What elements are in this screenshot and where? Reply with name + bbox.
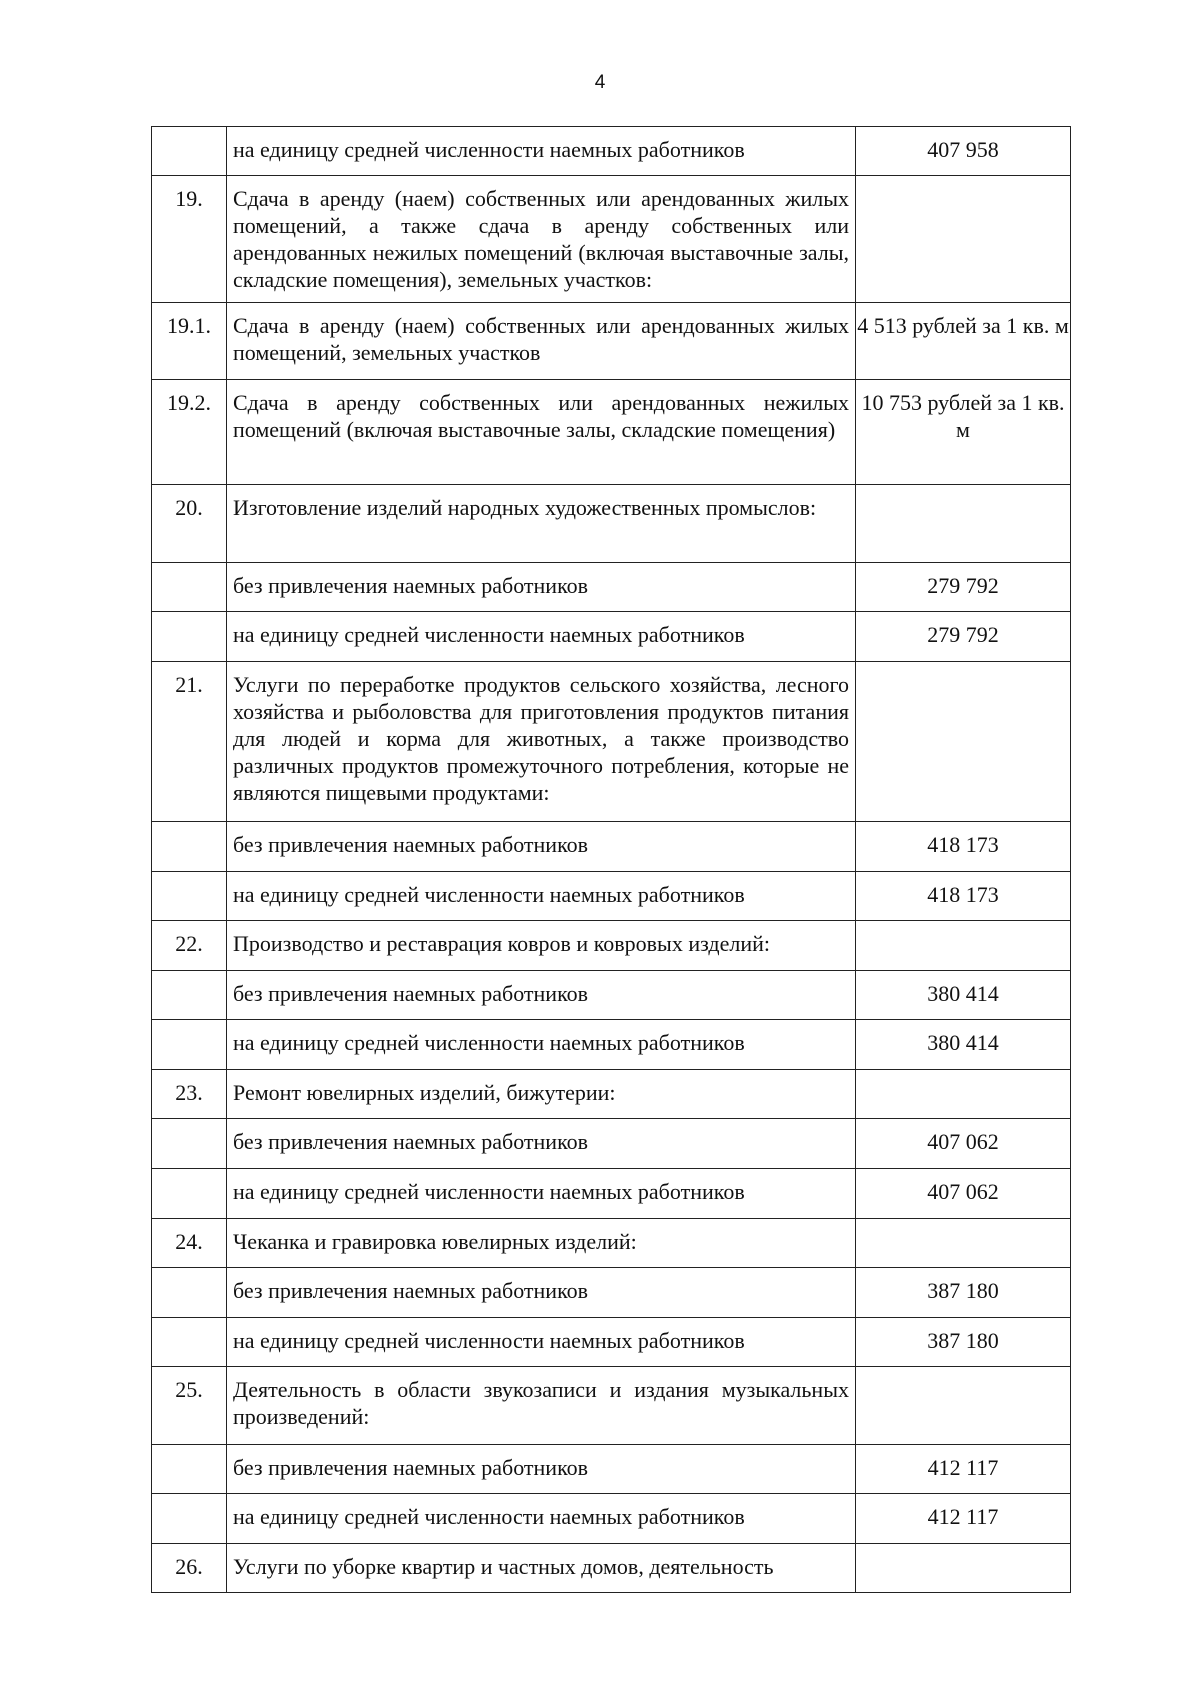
row-number: 19.2. <box>167 390 211 415</box>
row-description: без привлечения наемных работников <box>233 1129 589 1154</box>
row-value-cell <box>856 872 1071 921</box>
table-row <box>152 380 1071 485</box>
row-number-cell <box>152 1445 227 1494</box>
row-value: 412 117 <box>927 1504 999 1529</box>
row-description: на единицу средней численности наемных работников <box>233 622 745 647</box>
row-description-cell <box>227 1219 856 1268</box>
row-description: на единицу средней численности наемных работников <box>233 1504 745 1529</box>
row-number <box>152 971 226 980</box>
row-number-cell <box>152 1119 227 1169</box>
page-number: 4 <box>594 72 606 93</box>
row-description: Сдача в аренду (наем) собственных или арендованных жилых помещений, земельных участков <box>233 313 849 365</box>
row-description-cell <box>227 176 856 303</box>
table-row <box>152 1445 1071 1494</box>
row-description-cell <box>227 127 856 176</box>
row-number-cell <box>152 1070 227 1119</box>
row-number <box>152 822 226 831</box>
row-description: без привлечения наемных работников <box>233 573 589 598</box>
row-description: на единицу средней численности наемных работников <box>233 1030 745 1055</box>
table-row <box>152 176 1071 303</box>
table-row <box>152 1318 1071 1367</box>
row-number: 19.1. <box>167 313 211 338</box>
table-row <box>152 1494 1071 1544</box>
row-value-cell <box>856 1544 1071 1593</box>
row-description-cell <box>227 485 856 563</box>
row-description: без привлечения наемных работников <box>233 832 589 857</box>
row-value-cell <box>856 1219 1071 1268</box>
row-number-cell <box>152 921 227 971</box>
row-description-cell <box>227 380 856 485</box>
row-description-cell <box>227 1494 856 1544</box>
row-description: Ремонт ювелирных изделий, бижутерии: <box>233 1080 616 1105</box>
row-value: 380 414 <box>927 1030 999 1055</box>
table-row <box>152 1169 1071 1219</box>
row-value-cell <box>856 380 1071 485</box>
row-number-cell <box>152 485 227 563</box>
row-value-cell <box>856 303 1071 380</box>
row-description-cell <box>227 971 856 1020</box>
row-description: без привлечения наемных работников <box>233 981 589 1006</box>
row-number: 19. <box>175 186 203 211</box>
table-row <box>152 1070 1071 1119</box>
row-number-cell <box>152 176 227 303</box>
row-value <box>856 662 1070 671</box>
table-row <box>152 1020 1071 1070</box>
row-value-cell <box>856 1445 1071 1494</box>
table-row <box>152 822 1071 872</box>
row-value: 387 180 <box>927 1328 999 1353</box>
row-description: без привлечения наемных работников <box>233 1278 589 1303</box>
row-value <box>856 485 1070 494</box>
row-description-cell <box>227 872 856 921</box>
row-value: 407 062 <box>927 1179 999 1204</box>
row-value-cell <box>856 662 1071 822</box>
row-value <box>856 176 1070 185</box>
row-number-cell <box>152 822 227 872</box>
row-number-cell <box>152 612 227 662</box>
row-description: Услуги по уборке квартир и частных домов, деятельность <box>233 1554 774 1579</box>
table-row <box>152 971 1071 1020</box>
row-value <box>856 1367 1070 1376</box>
row-number: 21. <box>175 672 203 697</box>
table-row <box>152 563 1071 612</box>
row-description-cell <box>227 1318 856 1367</box>
row-value: 279 792 <box>927 622 999 647</box>
row-description-cell <box>227 1020 856 1070</box>
table-row <box>152 485 1071 563</box>
row-description: на единицу средней численности наемных работников <box>233 137 745 162</box>
row-value: 407 062 <box>927 1129 999 1154</box>
row-description: на единицу средней численности наемных работников <box>233 882 745 907</box>
row-description: на единицу средней численности наемных работников <box>233 1179 745 1204</box>
row-value <box>856 921 1070 930</box>
row-value-cell <box>856 127 1071 176</box>
row-number-cell <box>152 1219 227 1268</box>
row-number <box>152 1494 226 1503</box>
row-value-cell <box>856 921 1071 971</box>
row-value-cell <box>856 176 1071 303</box>
row-description: без привлечения наемных работников <box>233 1455 589 1480</box>
row-number: 20. <box>175 495 203 520</box>
row-value-cell <box>856 485 1071 563</box>
row-description-cell <box>227 1070 856 1119</box>
row-description-cell <box>227 1544 856 1593</box>
row-value-cell <box>856 971 1071 1020</box>
row-number-cell <box>152 872 227 921</box>
row-description: Сдача в аренду (наем) собственных или арендованных жилых помещений, а также сдача в аренду собственных или арендованных нежилых помещений (включая выставочные залы, складские помещения), земельных участков: <box>233 186 849 292</box>
row-number <box>152 1445 226 1454</box>
row-description-cell <box>227 1445 856 1494</box>
table-row <box>152 662 1071 822</box>
row-description: Изготовление изделий народных художественных промыслов: <box>233 495 817 520</box>
row-number-cell <box>152 127 227 176</box>
row-number-cell <box>152 1367 227 1445</box>
row-description-cell <box>227 662 856 822</box>
row-number <box>152 612 226 621</box>
row-description: Деятельность в области звукозаписи и издания музыкальных произведений: <box>233 1377 849 1429</box>
row-value-cell <box>856 1169 1071 1219</box>
table-row <box>152 921 1071 971</box>
row-number-cell <box>152 1169 227 1219</box>
row-description-cell <box>227 1169 856 1219</box>
row-number-cell <box>152 563 227 612</box>
row-value-cell <box>856 1367 1071 1445</box>
row-number-cell <box>152 380 227 485</box>
row-description: на единицу средней численности наемных работников <box>233 1328 745 1353</box>
row-number-cell <box>152 1544 227 1593</box>
row-value-cell <box>856 1020 1071 1070</box>
row-number <box>152 1268 226 1277</box>
row-value-cell <box>856 1070 1071 1119</box>
row-number-cell <box>152 971 227 1020</box>
row-value-cell <box>856 563 1071 612</box>
table-row <box>152 1119 1071 1169</box>
table-row <box>152 1268 1071 1318</box>
row-value: 279 792 <box>927 573 999 598</box>
row-description-cell <box>227 1367 856 1445</box>
row-value-cell <box>856 1119 1071 1169</box>
table-row <box>152 303 1071 380</box>
row-number: 24. <box>175 1229 203 1254</box>
row-number: 23. <box>175 1080 203 1105</box>
table-row <box>152 1544 1071 1593</box>
row-value: 412 117 <box>927 1455 999 1480</box>
row-value: 418 173 <box>927 832 999 857</box>
row-value-cell <box>856 822 1071 872</box>
row-number <box>152 1119 226 1128</box>
table-body <box>152 127 1071 1593</box>
table-row <box>152 127 1071 176</box>
row-value: 387 180 <box>927 1278 999 1303</box>
row-number <box>152 563 226 572</box>
row-description-cell <box>227 1119 856 1169</box>
table-row <box>152 612 1071 662</box>
row-value: 407 958 <box>927 137 999 162</box>
row-value: 10 753 рублей за 1 кв. м <box>861 390 1065 442</box>
row-number <box>152 1020 226 1029</box>
row-value <box>856 1219 1070 1228</box>
row-number: 25. <box>175 1377 203 1402</box>
row-description-cell <box>227 921 856 971</box>
row-number: 26. <box>175 1554 203 1579</box>
row-number-cell <box>152 1020 227 1070</box>
row-description-cell <box>227 822 856 872</box>
row-value-cell <box>856 612 1071 662</box>
row-number <box>152 1169 226 1178</box>
row-number <box>152 127 226 136</box>
row-value: 4 513 рублей за 1 кв. м <box>857 313 1069 338</box>
tariff-table <box>151 126 1071 1593</box>
row-description: Производство и реставрация ковров и ковровых изделий: <box>233 931 770 956</box>
table-row <box>152 1219 1071 1268</box>
row-number <box>152 872 226 881</box>
row-number-cell <box>152 1318 227 1367</box>
row-description-cell <box>227 303 856 380</box>
row-value-cell <box>856 1494 1071 1544</box>
row-description-cell <box>227 1268 856 1318</box>
row-number-cell <box>152 662 227 822</box>
table-row <box>152 872 1071 921</box>
table-row <box>152 1367 1071 1445</box>
row-number-cell <box>152 1268 227 1318</box>
row-number <box>152 1318 226 1327</box>
row-value <box>856 1070 1070 1079</box>
row-description: Услуги по переработке продуктов сельского хозяйства, лесного хозяйства и рыболовства для приготовления продуктов питания для людей и корма для животных, а также производство различных продуктов промежуточного потребления, которые не являются пищевыми продуктами: <box>233 672 849 805</box>
row-value <box>856 1544 1070 1553</box>
row-value-cell <box>856 1318 1071 1367</box>
row-description: Сдача в аренду собственных или арендованных нежилых помещений (включая выставочные залы, складские помещения) <box>233 390 849 442</box>
row-description-cell <box>227 612 856 662</box>
row-value: 418 173 <box>927 882 999 907</box>
row-description-cell <box>227 563 856 612</box>
row-value-cell <box>856 1268 1071 1318</box>
row-description: Чеканка и гравировка ювелирных изделий: <box>233 1229 637 1254</box>
row-number-cell <box>152 1494 227 1544</box>
row-number-cell <box>152 303 227 380</box>
row-value: 380 414 <box>927 981 999 1006</box>
row-number: 22. <box>175 931 203 956</box>
